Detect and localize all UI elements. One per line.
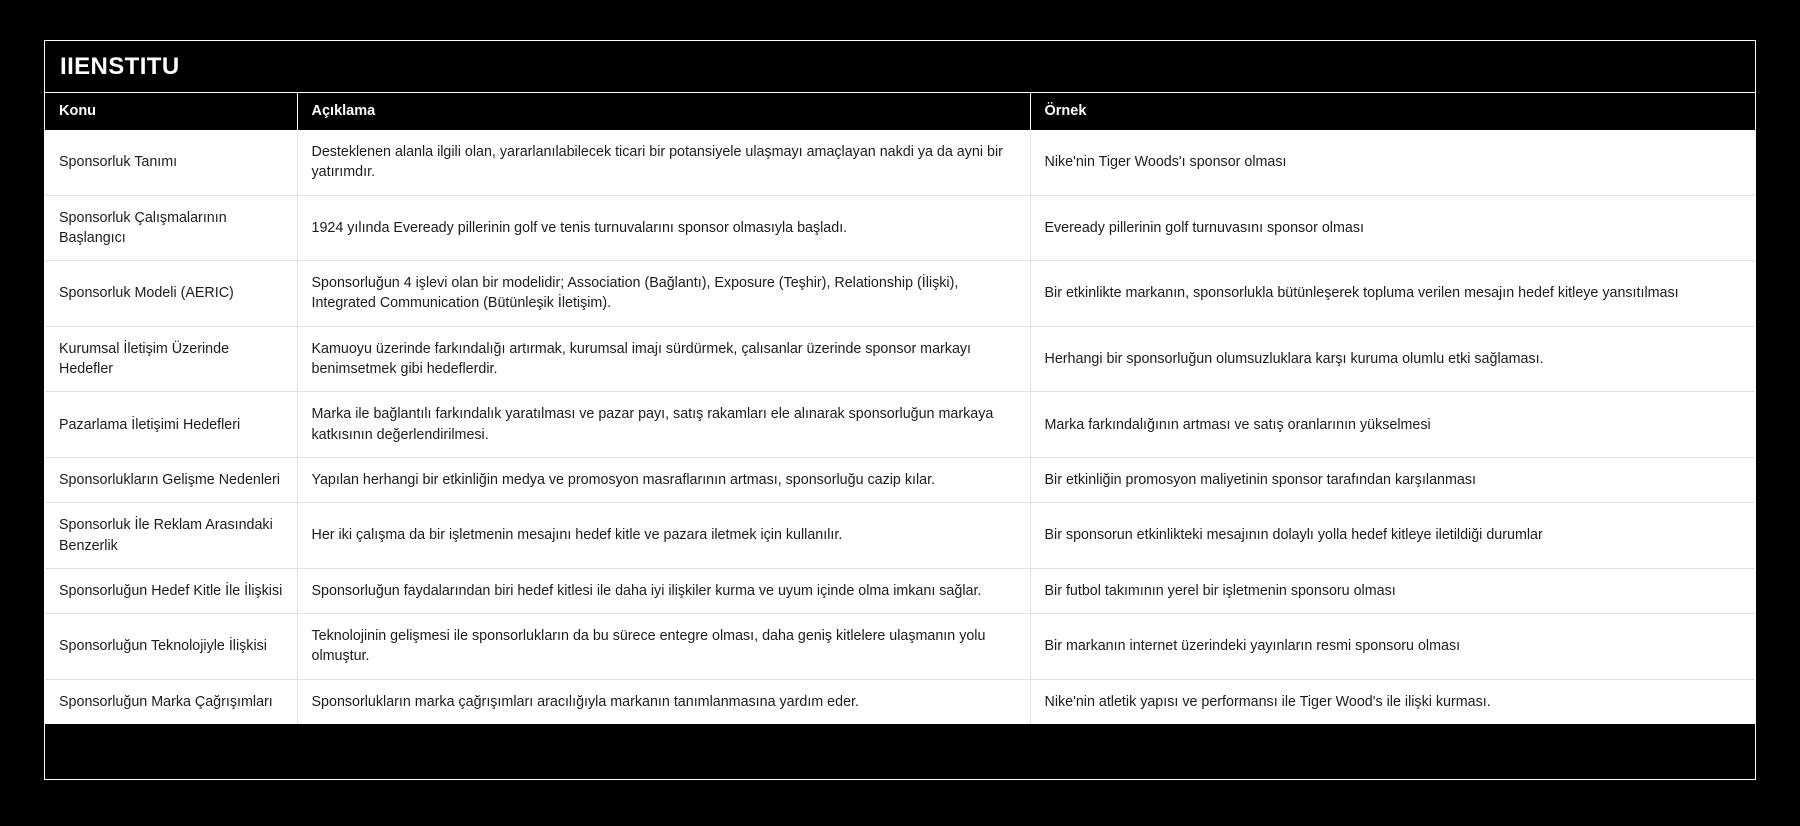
table-row: [45, 614, 1755, 680]
table-header-row: [45, 93, 1755, 130]
cell-aciklama: Sponsorlukların marka çağrışımları aracılığıyla markanın tanımlanmasına yardım eder.: [297, 679, 1030, 724]
cell-aciklama: Marka ile bağlantılı farkındalık yaratılması ve pazar payı, satış rakamları ele alınarak sponsorluğun markaya katkısının değerlendirilmesi.: [297, 392, 1030, 458]
brand-bar: [45, 41, 1755, 93]
cell-aciklama: Sponsorluğun 4 işlevi olan bir modelidir; Association (Bağlantı), Exposure (Teşhir), Relationship (İlişki), Integrated Communication (Bütünleşik İletişim).: [297, 261, 1030, 327]
column-header-aciklama: Açıklama: [297, 93, 1030, 130]
cell-konu: Sponsorluğun Marka Çağrışımları: [45, 679, 297, 724]
cell-ornek: Marka farkındalığının artması ve satış oranlarının yükselmesi: [1030, 392, 1755, 458]
cell-konu: Pazarlama İletişimi Hedefleri: [45, 392, 297, 458]
table-body: [45, 130, 1755, 724]
column-header-ornek: Örnek: [1030, 93, 1755, 130]
cell-konu: Sponsorluk Tanımı: [45, 130, 297, 195]
cell-ornek: Bir markanın internet üzerindeki yayınların resmi sponsoru olması: [1030, 614, 1755, 680]
cell-konu: Sponsorluk İle Reklam Arasındaki Benzerlik: [45, 503, 297, 569]
brand-title: IIENSTITU: [60, 52, 180, 80]
table-row: [45, 130, 1755, 195]
cell-ornek: Bir etkinlikte markanın, sponsorlukla bütünleşerek topluma verilen mesajın hedef kitleye yansıtılması: [1030, 261, 1755, 327]
table-row: [45, 679, 1755, 724]
table-row: [45, 457, 1755, 502]
sponsorship-table-card: [44, 40, 1756, 780]
cell-aciklama: Kamuoyu üzerinde farkındalığı artırmak, kurumsal imajı sürdürmek, çalısanlar üzerinde sponsor markayı benimsetmek gibi hedeflerdir.: [297, 326, 1030, 392]
cell-aciklama: Yapılan herhangi bir etkinliğin medya ve promosyon masraflarının artması, sponsorluğu cazip kılar.: [297, 457, 1030, 502]
table-row: [45, 261, 1755, 327]
cell-ornek: Nike'nin Tiger Woods'ı sponsor olması: [1030, 130, 1755, 195]
column-header-konu: Konu: [45, 93, 297, 130]
cell-konu: Kurumsal İletişim Üzerinde Hedefler: [45, 326, 297, 392]
table-row: [45, 568, 1755, 613]
cell-ornek: Bir futbol takımının yerel bir işletmenin sponsoru olması: [1030, 568, 1755, 613]
cell-aciklama: Desteklenen alanla ilgili olan, yararlanılabilecek ticari bir potansiyele ulaşmayı amaçlayan nakdi ya da ayni bir yatırımdır.: [297, 130, 1030, 195]
table-row: [45, 392, 1755, 458]
cell-aciklama: 1924 yılında Eveready pillerinin golf ve tenis turnuvalarını sponsor olmasıyla başladı.: [297, 195, 1030, 261]
cell-konu: Sponsorlukların Gelişme Nedenleri: [45, 457, 297, 502]
cell-ornek: Eveready pillerinin golf turnuvasını sponsor olması: [1030, 195, 1755, 261]
table-row: [45, 326, 1755, 392]
cell-aciklama: Sponsorluğun faydalarından biri hedef kitlesi ile daha iyi ilişkiler kurma ve uyum içinde olma imkanı sağlar.: [297, 568, 1030, 613]
table-header: [45, 93, 1755, 130]
cell-aciklama: Teknolojinin gelişmesi ile sponsorlukların da bu sürece entegre olması, daha geniş kitlelere ulaşmanın yolu olmuştur.: [297, 614, 1030, 680]
cell-konu: Sponsorluk Çalışmalarının Başlangıcı: [45, 195, 297, 261]
sponsorship-table: [45, 93, 1755, 724]
cell-konu: Sponsorluğun Teknolojiyle İlişkisi: [45, 614, 297, 680]
cell-ornek: Nike'nin atletik yapısı ve performansı ile Tiger Wood's ile ilişki kurması.: [1030, 679, 1755, 724]
cell-ornek: Bir etkinliğin promosyon maliyetinin sponsor tarafından karşılanması: [1030, 457, 1755, 502]
cell-konu: Sponsorluk Modeli (AERIC): [45, 261, 297, 327]
table-row: [45, 503, 1755, 569]
cell-aciklama: Her iki çalışma da bir işletmenin mesajını hedef kitle ve pazara iletmek için kullanılır.: [297, 503, 1030, 569]
cell-konu: Sponsorluğun Hedef Kitle İle İlişkisi: [45, 568, 297, 613]
cell-ornek: Herhangi bir sponsorluğun olumsuzluklara karşı kuruma olumlu etki sağlaması.: [1030, 326, 1755, 392]
cell-ornek: Bir sponsorun etkinlikteki mesajının dolaylı yolla hedef kitleye iletildiği durumlar: [1030, 503, 1755, 569]
table-row: [45, 195, 1755, 261]
